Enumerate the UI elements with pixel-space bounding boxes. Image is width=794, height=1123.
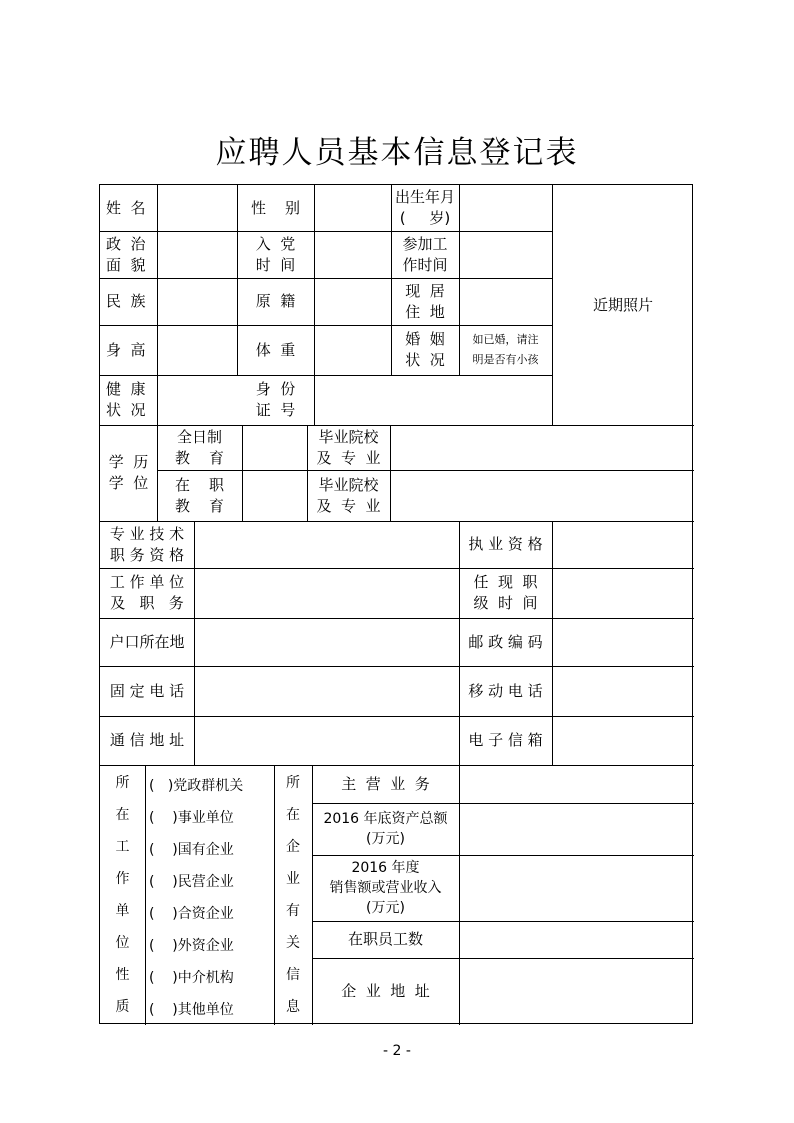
political-status-label: 政 治 面 貌	[106, 234, 146, 274]
postal-code-label: 邮 政 编 码	[468, 632, 543, 651]
hukou-label: 户口所在地	[109, 632, 185, 651]
professional-title-label: 专 业 技 术 职 务 资 格	[109, 524, 185, 564]
marital-status-note: 如已婚，请注 明是否有小孩	[472, 333, 539, 366]
unit-option-public-institution[interactable]: ( )事业单位	[149, 809, 234, 826]
residence-label: 现 居 住 地	[405, 281, 445, 321]
unit-option-party-gov[interactable]: ( )党政群机关	[149, 777, 244, 794]
work-start-time-label: 参加工 作时间	[402, 234, 448, 274]
practice-qualification-label: 执 业 资 格	[468, 535, 543, 553]
employer-position-label: 工 作 单 位 及 职 务	[109, 573, 185, 612]
company-info-label: 所 在 企 业 有 关 信 息	[286, 775, 300, 1015]
fulltime-education-label: 全日制 教 育	[174, 427, 225, 467]
email-label: 电 子 信 箱	[468, 731, 543, 749]
main-business-label: 主 营 业 务	[341, 774, 430, 793]
page-number: - 2 -	[383, 1043, 411, 1059]
company-address-label: 企 业 地 址	[341, 982, 430, 1000]
unit-option-intermediary[interactable]: ( )中介机构	[149, 969, 234, 986]
unit-nature-label: 所 在 工 作 单 位 性 质	[115, 775, 130, 1015]
weight-label: 体 重	[255, 340, 296, 359]
native-place-label: 原 籍	[255, 292, 296, 310]
height-label: 身 高	[106, 340, 146, 359]
name-label: 姓 名	[106, 198, 146, 217]
form-title: 应聘人员基本信息登记表	[215, 135, 579, 171]
health-status-label: 健 康 状 况	[106, 380, 146, 419]
id-number-label: 身 份 证 号	[255, 380, 296, 419]
ethnicity-label: 民 族	[106, 292, 146, 310]
landline-label: 固 定 电 话	[109, 681, 185, 700]
inservice-education-label: 在 职 教 育	[174, 475, 225, 515]
photo-placeholder: 近期照片	[592, 295, 653, 314]
mobile-label: 移 动 电 话	[468, 681, 543, 700]
unit-option-private[interactable]: ( )民营企业	[149, 873, 234, 890]
current-rank-time-label: 任 现 职 级 时 间	[473, 573, 538, 612]
inservice-school-major-label: 毕业院校 及 专 业	[316, 475, 381, 515]
sales-revenue-label: 2016 年度 销售额或营业收入 (万元)	[329, 860, 442, 916]
party-join-time-label: 入 党 时 间	[255, 234, 296, 274]
mailing-address-label: 通 信 地 址	[109, 731, 185, 749]
unit-option-other[interactable]: ( )其他单位	[149, 1001, 234, 1018]
registration-form-table	[99, 184, 693, 1024]
education-degree-label: 学 历 学 位	[108, 453, 149, 492]
gender-label: 性 别	[250, 198, 301, 217]
unit-option-foreign[interactable]: ( )外资企业	[149, 937, 234, 954]
birth-date-label: 出生年月 ( 岁)	[394, 188, 455, 227]
fulltime-school-major-label: 毕业院校 及 专 业	[316, 427, 381, 467]
unit-option-joint-venture[interactable]: ( )合资企业	[149, 905, 234, 922]
employee-count-label: 在职员工数	[347, 930, 423, 948]
unit-option-state-owned[interactable]: ( )国有企业	[149, 841, 234, 858]
total-assets-label: 2016 年底资产总额 (万元)	[323, 811, 448, 847]
marital-status-label: 婚 姻 状 况	[405, 330, 445, 369]
